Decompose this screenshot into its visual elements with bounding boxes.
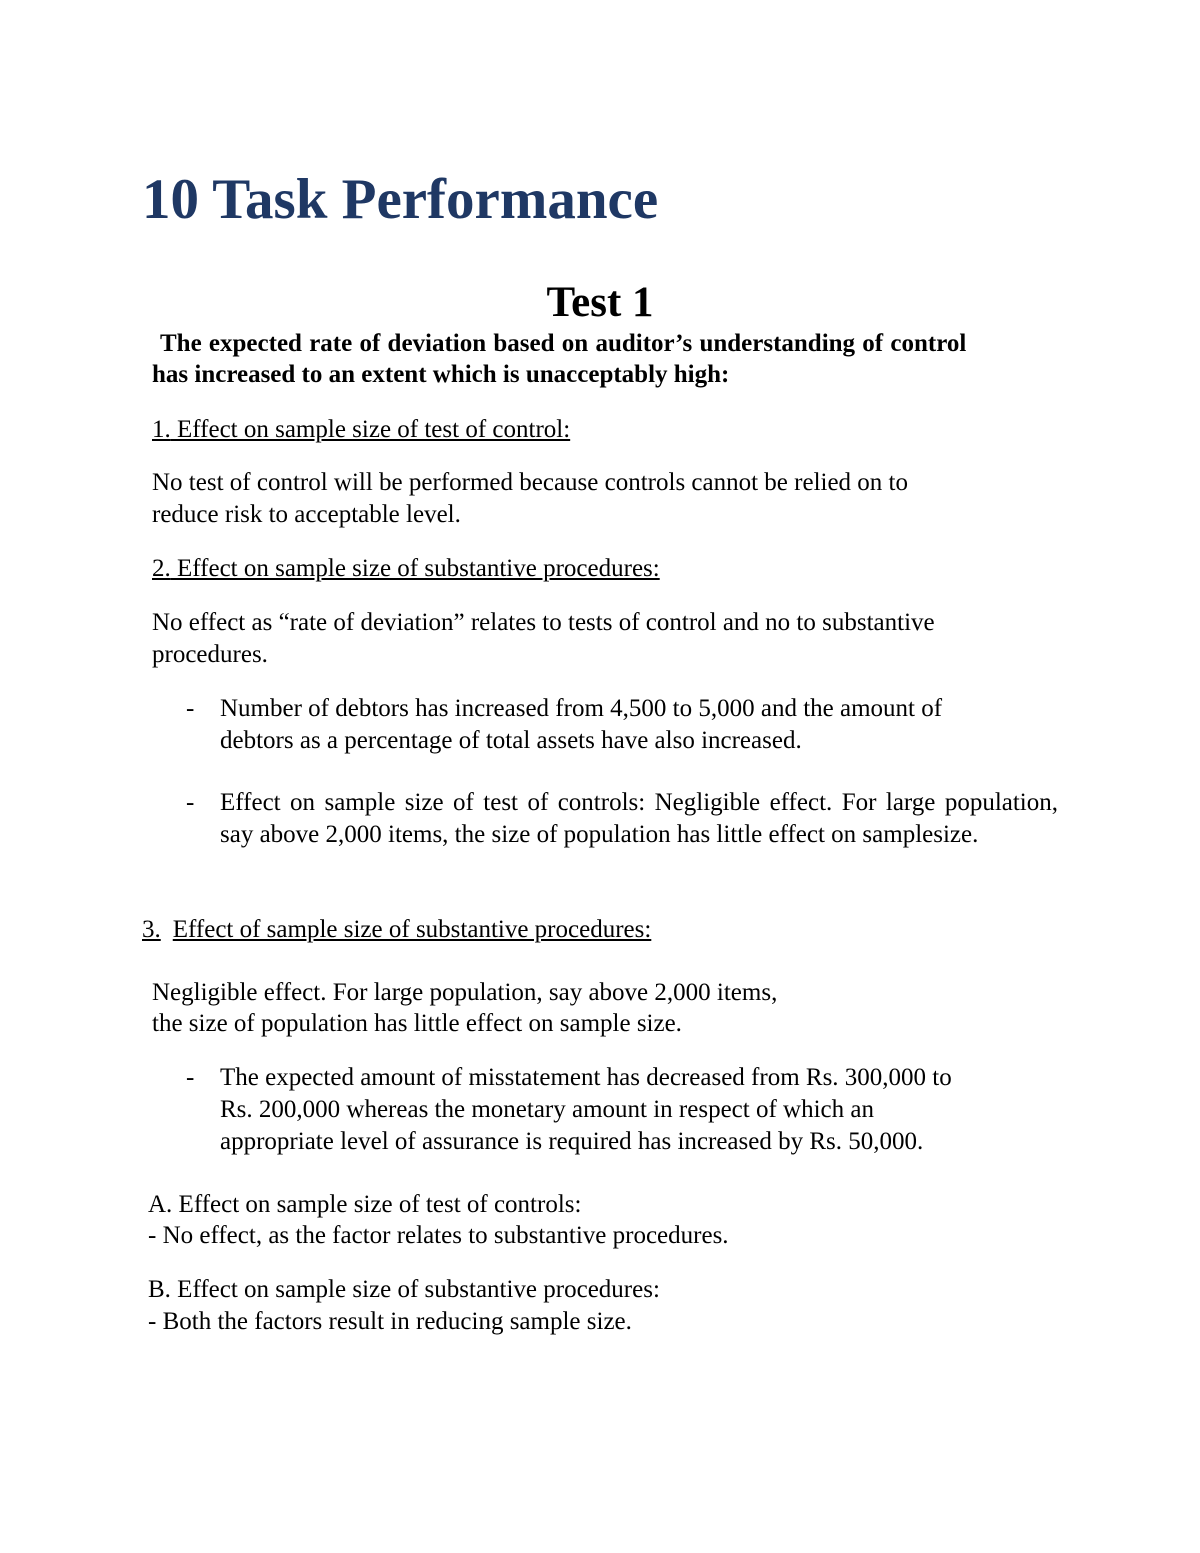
section-heading-text: Effect on sample size of substantive procedures: bbox=[170, 555, 660, 582]
subsection-b-body: - Both the factors result in reducing sample size. bbox=[148, 1308, 632, 1335]
section-1-body: No test of control will be performed because controls cannot be relied on to bbox=[152, 469, 909, 496]
section-number: 3. bbox=[142, 916, 161, 943]
section-2-heading bbox=[152, 553, 660, 585]
bullet-marker: - bbox=[186, 789, 195, 816]
intro-line: has increased to an extent which is unacceptably high: bbox=[152, 361, 730, 388]
section-heading-text: Effect on sample size of test of control: bbox=[170, 416, 571, 443]
section-1-body: reduce risk to acceptable level. bbox=[152, 501, 461, 528]
subsection-a-body: - No effect, as the factor relates to substantive procedures. bbox=[148, 1222, 729, 1249]
test-heading: Test 1 bbox=[546, 279, 654, 326]
intro-line: The expected rate of deviation based on auditor’s understanding of control bbox=[160, 330, 967, 357]
bullet-marker: - bbox=[186, 1064, 195, 1091]
section-heading-text: Effect of sample size of substantive procedures: bbox=[172, 916, 652, 943]
section-number: 2. bbox=[152, 555, 171, 582]
bullet-text: Number of debtors has increased from 4,500 to 5,000 and the amount of bbox=[220, 695, 943, 722]
bullet-text: debtors as a percentage of total assets have also increased. bbox=[220, 727, 802, 754]
bullet-text: Effect on sample size of test of controls: Negligible effect. For large population, say above 2,000 items, the size of population has little effect on samplesize. bbox=[220, 789, 1058, 848]
section-3-body: the size of population has little effect on sample size. bbox=[152, 1010, 682, 1037]
subsection-a-heading: A. Effect on sample size of test of controls: bbox=[148, 1191, 582, 1218]
section-1-heading bbox=[152, 414, 570, 446]
section-number: 1. bbox=[152, 416, 171, 443]
section-2-body: No effect as “rate of deviation” relates to tests of control and no to substantive bbox=[152, 609, 935, 636]
subsection-b-heading: B. Effect on sample size of substantive procedures: bbox=[148, 1276, 660, 1303]
section-3-body: Negligible effect. For large population, say above 2,000 items, bbox=[152, 979, 778, 1006]
bullet-marker: - bbox=[186, 695, 195, 722]
section-2-body: procedures. bbox=[152, 641, 268, 668]
section-3-heading bbox=[142, 914, 651, 946]
bullet-text: appropriate level of assurance is required has increased by Rs. 50,000. bbox=[220, 1128, 924, 1155]
bullet-text: Rs. 200,000 whereas the monetary amount in respect of which an bbox=[220, 1096, 874, 1123]
bullet-text: The expected amount of misstatement has decreased from Rs. 300,000 to bbox=[220, 1064, 952, 1091]
document-title: 10 Task Performance bbox=[142, 168, 659, 231]
